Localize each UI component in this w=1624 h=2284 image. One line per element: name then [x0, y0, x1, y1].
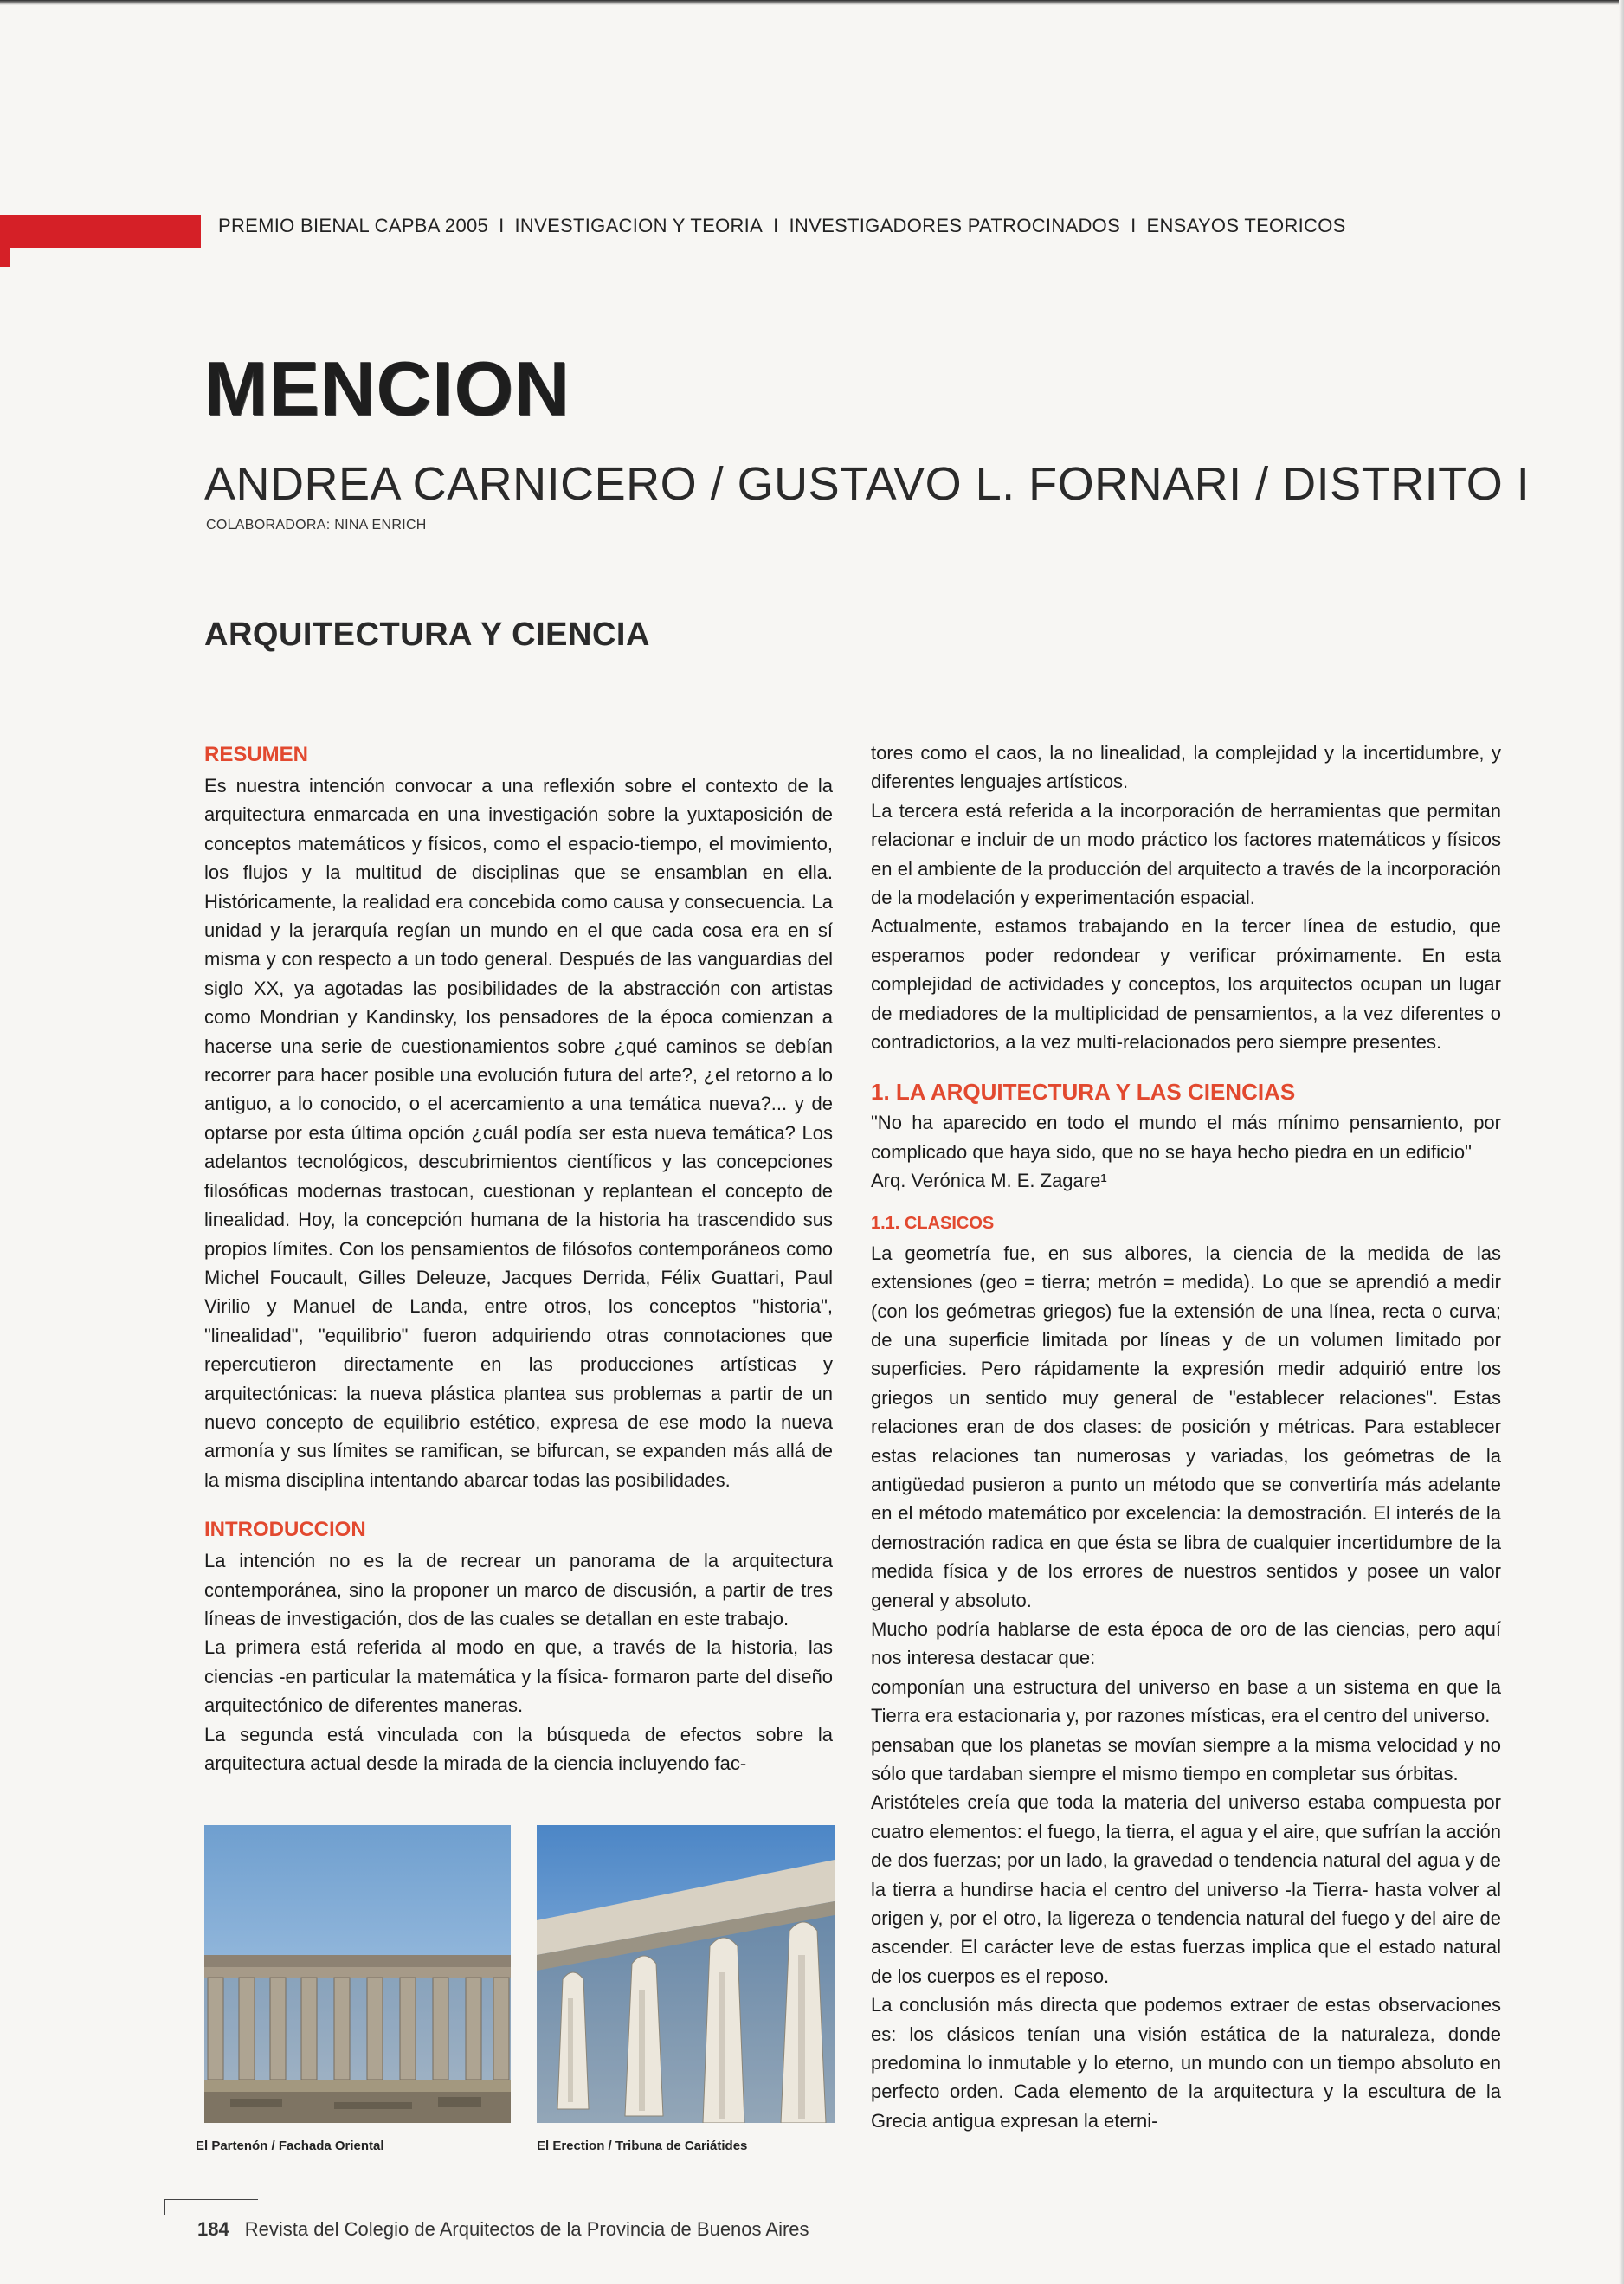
resumen-paragraph: Es nuestra intención convocar a una reflexión sobre el contexto de la arquitectura enmarcada en una investigación sobre la yuxtaposición de conceptos matemáticos y físicos, como el espacio-tiempo, el movimiento, los flujos y la multitud de disciplinas que se ensamblan en ella. Históricamente, la realidad era concebida como causa y consecuencia. La unidad y la jerarquía regían un mundo en el que cada cosa era en sí misma y con respecto a un todo general. Después de las vanguardias del siglo XX, ya agotadas las posibilidades de la abstracción con artistas como Mondrian y Kandinsky, los pensadores de la época comienzan a hacerse una serie de cuestionamientos sobre ¿qué caminos se debían recorrer para hacer posible una evolución futura del arte?, ¿el retorno a lo antiguo, a lo conocido, o el acercamiento a una temática nueva?... y de optarse por esta última opción ¿cuál podía ser esta nueva temática? Los adelantos tecnológicos, descubrimientos científicos y las concepciones filosóficas modernas trastocan, cuestionan y replantean el concepto de linealidad. Hoy, la concepción humana de la historia ha trascendido sus propios límites. Con los pensamientos de filósofos contemporáneos como Michel Foucault, Gilles Deleuze, Jacques Derrida, Félix Guattari, Paul Virilio y Manuel de Landa, entre otros, los conceptos "historia", "linealidad", "equilibrio" fueron adquiriendo otras connotaciones que repercutieron directamente en las producciones artísticas y arquitectónicas: la nueva plástica plantea sus problemas a partir de un nuevo concepto de equilibrio estético, expresa de ese modo la nueva armonía y sus límites se ramifican, se bifurcan, se expanden más allá de la misma disciplina intentando abarcar todas las posibilidades.: [204, 775, 833, 1491]
scan-edge: [1619, 0, 1624, 2284]
body-paragraph: La conclusión más directa que podemos extraer de estas observaciones es: los clásicos tenían una visión estática de la naturaleza, donde predomina lo inmutable y lo eterno, un mundo con un tiempo absoluto en perfecto orden. Cada elemento de la arquitectura y la escultura de la Grecia antigua expresan la eterni-: [871, 1994, 1501, 2132]
body-paragraph: Mucho podría hablarse de esta época de oro de las ciencias, pero aquí nos interesa destacar que:: [871, 1617, 1501, 1669]
footer-rule: [164, 2199, 258, 2200]
header-separator: I: [773, 215, 779, 236]
scan-edge: [0, 0, 1624, 5]
authors: ANDREA CARNICERO / GUSTAVO L. FORNARI / DISTRITO I: [204, 458, 1531, 510]
parthenon-photo: [204, 1825, 511, 2123]
epigraph-quote: "No ha aparecido en todo el mundo el más mínimo pensamiento, por complicado que haya sido, que no se haya hecho piedra en un edificio": [871, 1112, 1501, 1163]
intro-paragraph: La intención no es la de recrear un panorama de la arquitectura contemporánea, sino la proponer un marco de discusión, a partir de tres líneas de investigación, dos de las cuales se detallan en este trabajo.: [204, 1550, 833, 1629]
header-separator: I: [499, 215, 505, 236]
right-column: [871, 739, 1501, 2135]
erechtheion-photo: [537, 1825, 835, 2123]
body-paragraph: tores como el caos, la no linealidad, la complejidad y la incertidumbre, y diferentes lenguajes artísticos.: [871, 742, 1501, 793]
body-paragraph: pensaban que los planetas se movían siempre a la misma velocidad y no sólo que tardaban siempre el mismo tiempo en completar sus órbitas.: [871, 1733, 1501, 1784]
section-color-tick: [0, 248, 10, 267]
figure-caption: El Partenón / Fachada Oriental: [196, 2139, 384, 2153]
journal-name: Revista del Colegio de Arquitectos de la Provincia de Buenos Aires: [244, 2218, 809, 2240]
header-item: INVESTIGADORES PATROCINADOS: [789, 215, 1121, 236]
left-column: [204, 739, 833, 1778]
section-color-bar: [0, 215, 201, 248]
page-footer: [197, 2218, 809, 2241]
epigraph-author: Arq. Verónica M. E. Zagare¹: [871, 1170, 1107, 1192]
page-number: 184: [197, 2218, 229, 2240]
body-paragraph: La geometría fue, en sus albores, la ciencia de la medida de las extensiones (geo = tierra; metrón = medida). Lo que se aprendió a medir (con los geómetras griegos) fue la extensión de una línea, recta o curva; de una superficie limitada por líneas y de un volumen limitado por superficies. Pero rápidamente la expresión medir adquirió entre los griegos un sentido muy general de "establecer relaciones". Estas relaciones eran de dos clases: de posición y métricas. Para establecer estas relaciones tan numerosas y variadas, los geómetras de la antigüedad pusieron a punto un método que se convertiría más adelante en el método matemático por excelencia: la demostración. El interés de la demostración radica en que ésta se libra de cualquier incertidumbre de la medida física y de los errores de nuestros sentidos y posee un valor general y absoluto.: [871, 1242, 1501, 1611]
figure-caption: El Erection / Tribuna de Cariátides: [537, 2139, 748, 2153]
intro-paragraph: La primera está referida al modo en que, a través de la historia, las ciencias -en particular la matemática y la física- formaron parte del diseño arquitectónico de diferentes maneras.: [204, 1636, 833, 1717]
running-header: [218, 215, 1344, 237]
header-item: ENSAYOS TEORICOS: [1146, 215, 1346, 236]
page-title: MENCION: [204, 345, 570, 431]
body-paragraph: Aristóteles creía que toda la materia del universo estaba compuesta por cuatro elementos: el fuego, la tierra, el agua y el aire, que sufrían la acción de dos fuerzas; por un lado, la gravedad o tendencia natural del agua y de la tierra a hundirse hacia el centro del universo -la Tierra- hasta volver al origen y, por el otro, la ligereza o tendencia natural del fuego y del aire de ascender. El carácter leve de estas fuerzas implica que el estado natural de los cuerpos es el reposo.: [871, 1791, 1501, 1987]
body-paragraph: Actualmente, estamos trabajando en la tercer línea de estudio, que esperamos poder redondear y verificar próximamente. En esta complejidad de actividades y conceptos, los arquitectos ocupan un lugar de mediadores de la multiplicidad de pensamientos, a la vez diferentes o contradictorios, a la vez multi-relacionados pero siempre presentes.: [871, 915, 1501, 1054]
header-separator: I: [1131, 215, 1137, 236]
header-item: PREMIO BIENAL CAPBA 2005: [218, 215, 489, 236]
header-item: INVESTIGACION Y TEORIA: [514, 215, 764, 236]
collaborator: COLABORADORA: NINA ENRICH: [206, 518, 427, 532]
section-1-heading: 1. LA ARQUITECTURA Y LAS CIENCIAS: [871, 1079, 1296, 1106]
resumen-heading: RESUMEN: [204, 743, 309, 766]
subsection-heading: 1.1. CLASICOS: [871, 1213, 995, 1233]
body-paragraph: La tercera está referida a la incorporación de herramientas que permitan relacionar e incluir de un modo práctico los factores matemáticos y físicos en el ambiente de la producción del arquitecto a través de la incorporación de la modelación y experimentación espacial.: [871, 799, 1501, 909]
article-subtitle: ARQUITECTURA Y CIENCIA: [204, 616, 650, 653]
intro-heading: INTRODUCCION: [204, 1518, 366, 1542]
body-paragraph: componían una estructura del universo en base a un sistema en que la Tierra era estacionaria y, por razones místicas, era el centro del universo.: [871, 1675, 1501, 1727]
intro-paragraph: La segunda está vinculada con la búsqueda de efectos sobre la arquitectura actual desde la mirada de la ciencia incluyendo fac-: [204, 1723, 833, 1774]
footer-rule: [164, 2199, 165, 2215]
